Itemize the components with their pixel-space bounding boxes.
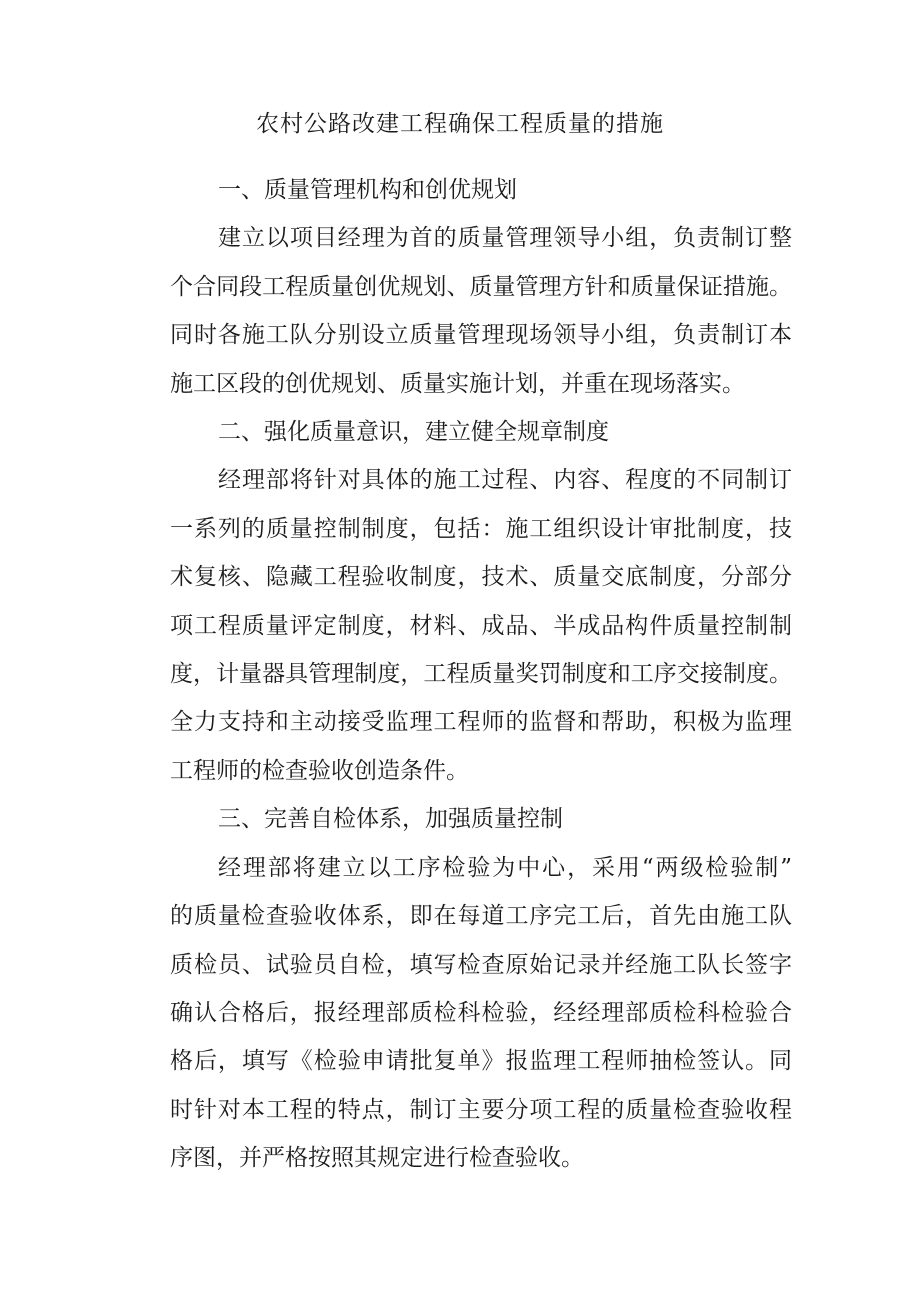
paragraph-line: 工程师的检查验收创造条件。 xyxy=(170,757,469,784)
paragraph-line: 确认合格后，报经理部质检科检验，经经理部质检科检验合 xyxy=(170,999,792,1026)
paragraph-line: 时针对本工程的特点，制订主要分项工程的质量检查验收程 xyxy=(170,1096,792,1123)
paragraph-line: 质检员、试验员自检，填写检查原始记录并经施工队长签字 xyxy=(170,951,792,978)
paragraph-line: 建立以项目经理为首的质量管理领导小组，负责制订整 xyxy=(218,225,792,252)
section-paragraph xyxy=(170,214,792,408)
paragraph-line: 格后，填写《检验申请批复单》报监理工程师抽检签认。同 xyxy=(170,1048,792,1075)
page-title: 农村公路改建工程确保工程质量的措施 xyxy=(256,111,664,137)
section-paragraph xyxy=(170,844,792,1183)
paragraph-line: 项工程质量评定制度，材料、成品、半成品构件质量控制制 xyxy=(170,612,792,639)
paragraph-line: 经理部将建立以工序检验为中心，采用“两级检验制” xyxy=(218,854,792,881)
paragraph-line: 术复核、隐藏工程验收制度，技术、质量交底制度，分部分 xyxy=(170,564,792,591)
paragraph-line: 个合同段工程质量创优规划、质量管理方针和质量保证措施。 xyxy=(170,273,792,300)
paragraph-line: 一系列的质量控制制度，包括：施工组织设计审批制度，技 xyxy=(170,515,792,542)
paragraph-line: 的质量检查验收体系，即在每道工序完工后，首先由施工队 xyxy=(170,903,792,930)
paragraph-line: 度，计量器具管理制度，工程质量奖罚制度和工序交接制度。 xyxy=(170,661,792,688)
document-body xyxy=(170,166,792,1183)
paragraph-line: 经理部将针对具体的施工过程、内容、程度的不同制订 xyxy=(218,467,792,494)
paragraph-line: 全力支持和主动接受监理工程师的监督和帮助，积极为监理 xyxy=(170,709,792,736)
section-heading xyxy=(170,795,792,843)
paragraph-line: 同时各施工队分别设立质量管理现场领导小组，负责制订本 xyxy=(170,322,792,349)
section-heading xyxy=(170,166,792,214)
section-heading xyxy=(170,408,792,456)
section-heading-text: 三、完善自检体系，加强质量控制 xyxy=(218,806,563,833)
paragraph-line: 序图，并严格按照其规定进行检查验收。 xyxy=(170,1145,584,1172)
paragraph-line: 施工区段的创优规划、质量实施计划，并重在现场落实。 xyxy=(170,370,745,397)
section-heading-text: 二、强化质量意识，建立健全规章制度 xyxy=(218,419,609,446)
section-heading-text: 一、质量管理机构和创优规划 xyxy=(218,177,517,203)
section-paragraph xyxy=(170,456,792,795)
